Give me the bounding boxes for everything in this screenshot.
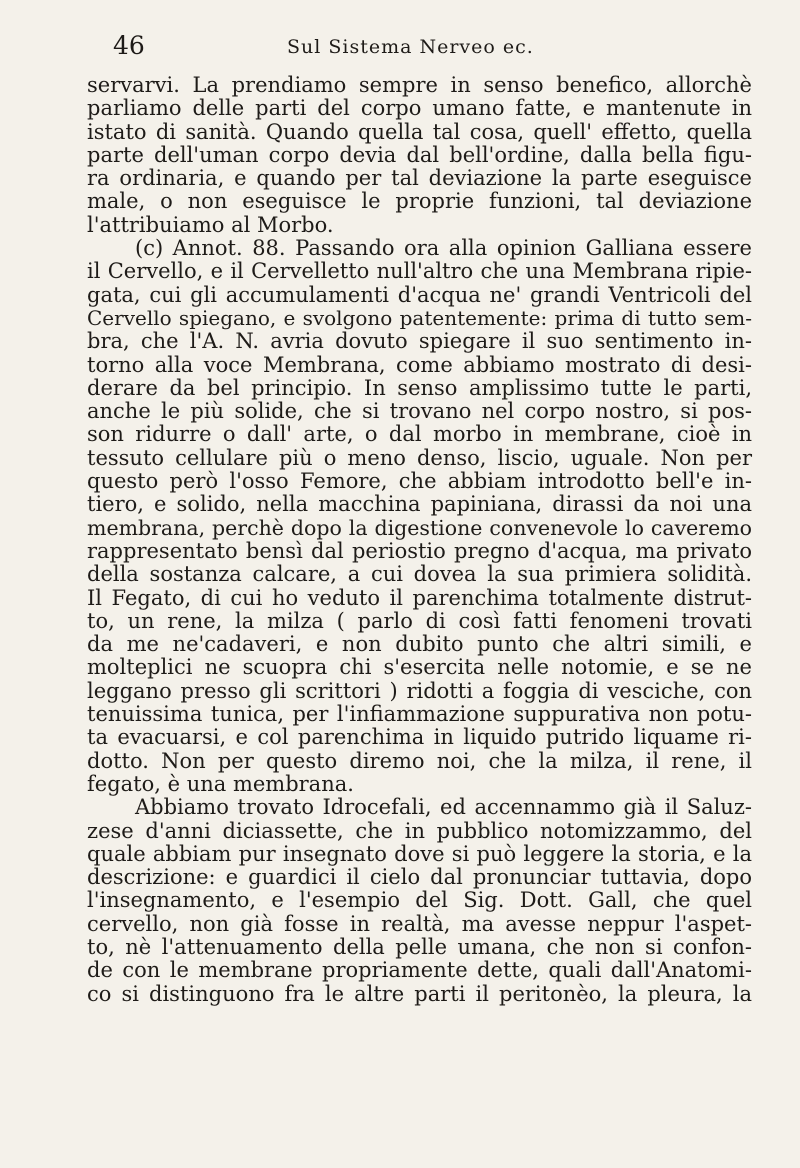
text-line: to, nè l'attenuamento della pelle umana, che non si confon- <box>87 934 752 959</box>
text-line: Cervello spiegano, e svolgono patentemente: prima di tutto sem- <box>87 305 752 330</box>
text-line: torno alla voce Membrana, come abbiamo mostrato di desi- <box>87 352 752 377</box>
text-line: descrizione: e guardici il cielo dal pronunciar tuttavia, dopo <box>87 865 752 890</box>
text-line: to, un rene, la milza ( parlo di così fatti fenomeni trovati <box>87 608 752 633</box>
text-line: questo però l'osso Femore, che abbiam introdotto bell'e in- <box>87 469 752 494</box>
text-line: ta evacuarsi, e col parenchima in liquido putrido liquame ri- <box>87 725 752 750</box>
text-line: il Cervello, e il Cervelletto null'altro che una Membrana ripie- <box>87 259 752 284</box>
text-line: da me ne'cadaveri, e non dubito punto che altri simili, e <box>87 632 752 657</box>
text-line: tessuto cellulare più o meno denso, liscio, uguale. Non per <box>87 445 752 470</box>
text-line: della sostanza calcare, a cui dovea la sua primiera solidità. <box>87 562 752 587</box>
text-line: derare da bel principio. In senso amplissimo tutte le parti, <box>87 375 752 400</box>
text-line: cervello, non già fosse in realtà, ma avesse neppur l'aspet- <box>87 911 752 936</box>
text-line: istato di sanità. Quando quella tal cosa, quell' effetto, quella <box>87 119 752 144</box>
text-line: ra ordinaria, e quando per tal deviazione la parte eseguisce <box>87 166 752 191</box>
text-line: de con le membrane propriamente dette, quali dall'Anatomi- <box>87 958 752 983</box>
text-line: tenuissima tunica, per l'infiammazione suppurativa non potu- <box>87 702 752 727</box>
text-line: quale abbiam pur insegnato dove si può leggere la storia, e la <box>87 841 752 866</box>
text-line: (c) Annot. 88. Passando ora alla opinion Galliana essere <box>135 236 752 261</box>
text-line: dotto. Non per questo diremo noi, che la milza, il rene, il <box>87 748 752 773</box>
text-line: gata, cui gli accumulamenti d'acqua ne' grandi Ventricoli del <box>87 282 752 307</box>
text-line: co si distinguono fra le altre parti il peritonèo, la pleura, la <box>87 981 752 1006</box>
text-line: son ridurre o dall' arte, o dal morbo in membrane, cioè in <box>87 422 752 447</box>
text-line: male, o non eseguisce le proprie funzioni, tal deviazione <box>87 189 752 214</box>
text-line: Abbiamo trovato Idrocefali, ed accennammo già il Saluz- <box>135 795 752 820</box>
running-title: Sul Sistema Nerveo ec. <box>287 36 534 58</box>
running-head <box>87 32 752 72</box>
text-line: parte dell'uman corpo devia dal bell'ordine, dalla bella figu- <box>87 142 752 167</box>
text-line: servarvi. La prendiamo sempre in senso benefico, allorchè <box>87 73 752 97</box>
text-line: zese d'anni diciassette, che in pubblico notomizzammo, del <box>87 818 752 843</box>
text-line: anche le più solide, che si trovano nel corpo nostro, si pos- <box>87 399 752 424</box>
text-line: parliamo delle parti del corpo umano fatte, e mantenute in <box>87 96 752 121</box>
body-text <box>87 74 752 1006</box>
text-line: rappresentato bensì dal periostio pregno d'acqua, ma privato <box>87 538 752 563</box>
text-line: l'insegnamento, e l'esempio del Sig. Dott. Gall, che quel <box>87 888 752 913</box>
text-line: bra, che l'A. N. avria dovuto spiegare il suo sentimento in- <box>87 329 752 354</box>
text-line: membrana, perchè dopo la digestione convenevole lo caveremo <box>87 515 752 540</box>
text-line: leggano presso gli scrittori ) ridotti a foggia di vesciche, con <box>87 678 752 703</box>
text-line: fegato, è una membrana. <box>87 771 354 796</box>
page-number: 46 <box>113 31 145 60</box>
text-line: Il Fegato, di cui ho veduto il parenchima totalmente distrut- <box>87 585 752 610</box>
text-line: tiero, e solido, nella macchina papiniana, dirassi da noi una <box>87 492 752 517</box>
text-line: l'attribuiamo al Morbo. <box>87 212 334 237</box>
text-line: molteplici ne scuopra chi s'esercita nelle notomie, e se ne <box>87 655 752 680</box>
